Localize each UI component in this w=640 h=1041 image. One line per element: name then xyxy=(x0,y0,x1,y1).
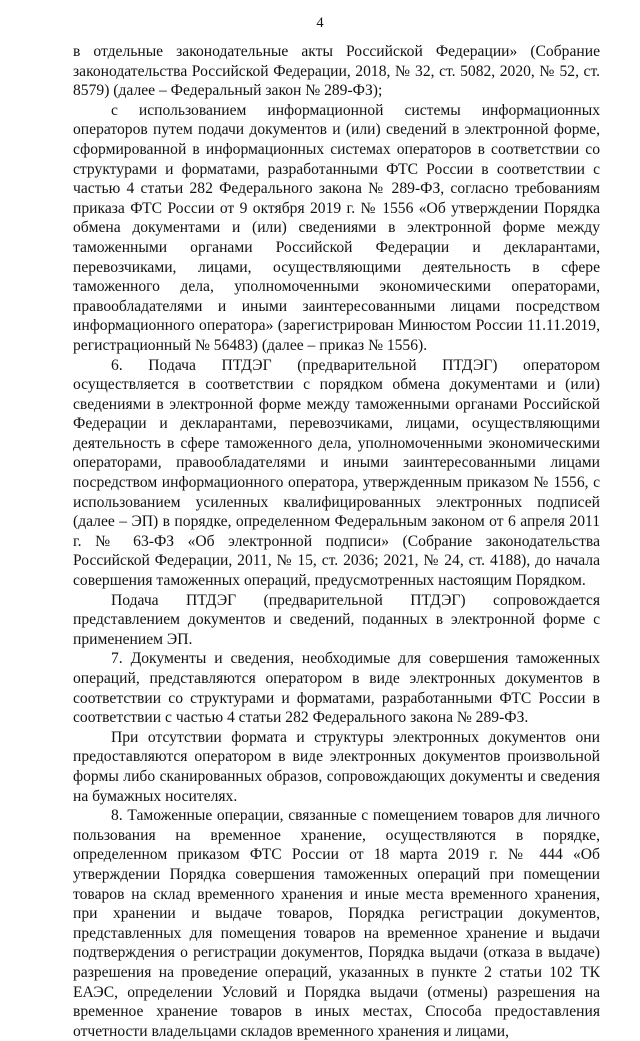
paragraph-item-6: 6. Подача ПТДЭГ (предварительной ПТДЭГ) оператором осуществляется в соответствии с порядком обмена документами и (или) сведениями в электронной форме между таможенными органами Российской Федерации и декларантами, перевозчиками, лицами, осуществляющими деятельность в сфере таможенного дела, уполномоченными экономическими операторами, правообладателями и иными заинтересованными лицами посредством информационного оператора, утвержденным приказом № 1556, с использованием усиленных квалифицированных электронных подписей (далее – ЭП) в порядке, определенном Федеральным законом от 6 апреля 2011 г. № 63-ФЗ «Об электронной подписи» (Собрание законодательства Российской Федерации, 2011, № 15, ст. 2036; 2021, № 24, ст. 4188), до начала совершения таможенных операций, предусмотренных настоящим Порядком. xyxy=(73,356,600,590)
paragraph-item-8: 8. Таможенные операции, связанные с помещением товаров для личного пользования на временное хранение, осуществляются в порядке, определенном приказом ФТС России от 18 марта 2019 г. № 444 «Об утверждении Порядка совершения таможенных операций при помещении товаров на склад временного хранения и иные места временного хранения, при хранении и выдаче товаров, Порядка регистрации документов, представленных для помещения товаров на временное хранение и выдачи подтверждения о регистрации документов, Порядка выдачи (отказа в выдаче) разрешения на проведение операций, указанных в пункте 2 статьи 102 ТК ЕАЭС, определении Условий и Порядка выдачи (отмены) разрешения на временное хранение товаров в иных местах, Способа предоставления отчетности владельцами складов временного хранения и лицами, xyxy=(73,807,600,1040)
paragraph-information-system: с использованием информационной системы информационных операторов путем подачи документов и (или) сведений в электронной форме, сформированной в информационных системах операторов в соответствии со структурами и форматами, разработанными ФТС России в соответствии с частью 4 статьи 282 Федерального закона № 289-ФЗ, согласно требованиям приказа ФТС России от 9 октября 2019 г. № 1556 «Об утверждении Порядка обмена документами и (или) сведениями в электронной форме между таможенными органами Российской Федерации и декларантами, перевозчиками, лицами, осуществляющими деятельность в сфере таможенного дела, уполномоченными экономическими операторами, правообладателями и иными заинтересованными лицами посредством информационного оператора» (зарегистрирован Минюстом России 11.11.2019, регистрационный № 56483) (далее – приказ № 1556). xyxy=(73,101,600,354)
paragraph-item-7: 7. Документы и сведения, необходимые для совершения таможенных операций, представляются оператором в виде электронных документов в соответствии со структурами и форматами, разработанными ФТС России в соответствии с частью 4 статьи 282 Федерального закона № 289-ФЗ. xyxy=(73,650,600,727)
page-number: 4 xyxy=(316,15,324,31)
document-body xyxy=(73,42,600,1041)
paragraph-ptdeg-submission: Подача ПТДЭГ (предварительной ПТДЭГ) сопровождается представлением документов и сведений, поданных в электронной форме с применением ЭП. xyxy=(73,591,600,648)
paragraph-continuation: в отдельные законодательные акты Российской Федерации» (Собрание законодательства Российской Федерации, 2018, № 32, ст. 5082, 2020, № 52, ст. 8579) (далее – Федеральный закон № 289-ФЗ); xyxy=(73,43,600,100)
paragraph-missing-format: При отсутствии формата и структуры электронных документов они предоставляются оператором в виде электронных документов произвольной формы либо сканированных образов, сопровождающих документы и сведения на бумажных носителях. xyxy=(73,728,600,805)
